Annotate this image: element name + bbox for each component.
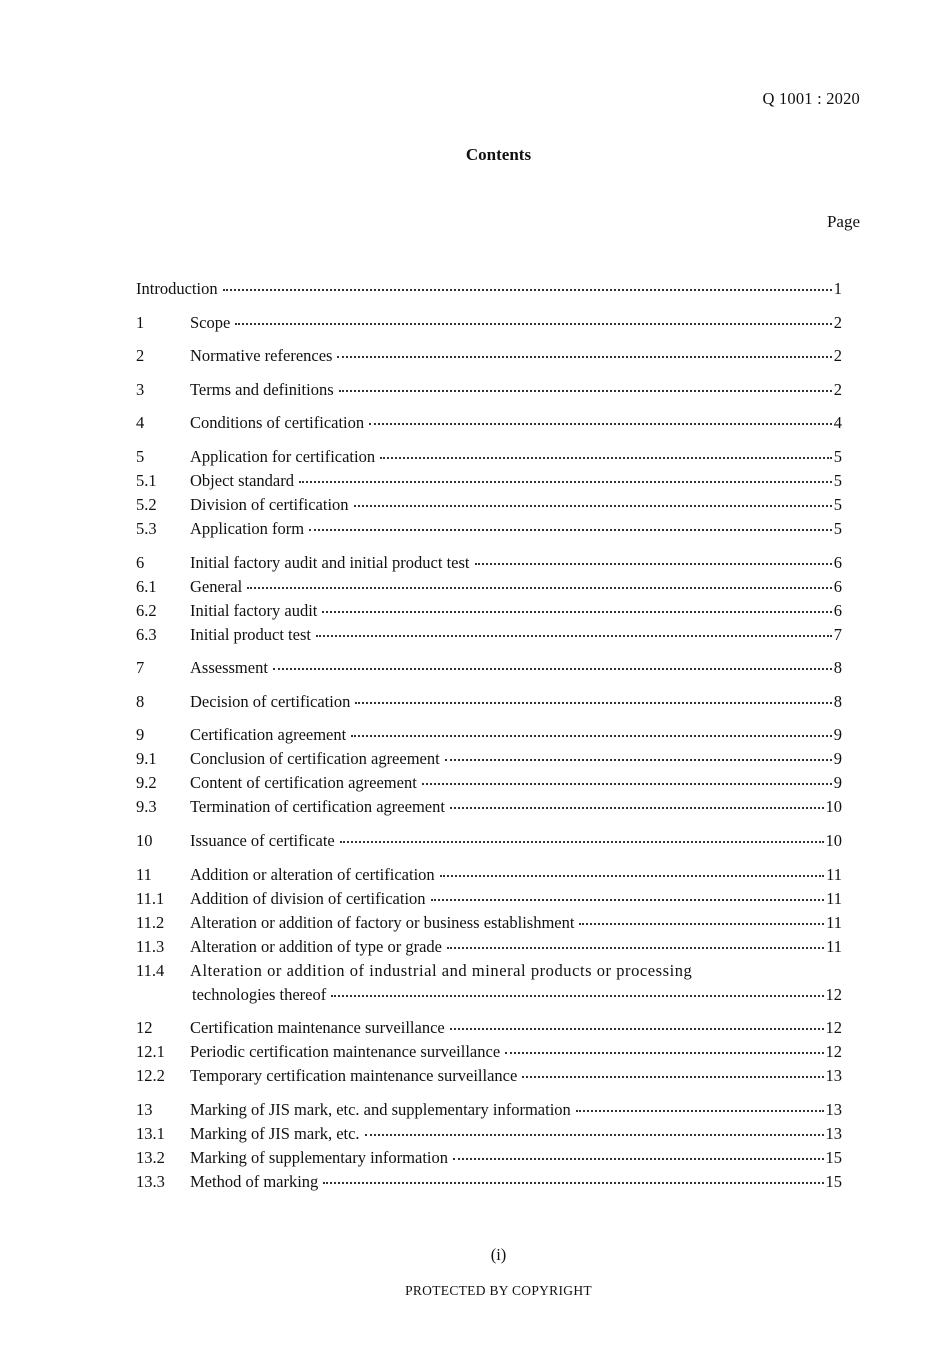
toc-entry[interactable]: [136, 445, 842, 469]
toc-number: 3: [136, 379, 145, 399]
toc-number: 5.1: [136, 470, 157, 490]
toc-page: 12: [825, 1042, 842, 1062]
toc-label: Marking of JIS mark, etc.: [190, 1123, 360, 1143]
toc-entry[interactable]: [136, 378, 842, 402]
toc-label: Periodic certification maintenance surveillance: [190, 1042, 501, 1062]
toc-label: Alteration or addition of industrial and mineral products or processing: [190, 960, 693, 980]
dot-leader: [522, 1076, 823, 1078]
dot-leader: [323, 1182, 823, 1184]
toc-label: Alteration or addition of type or grade: [190, 936, 443, 956]
toc-page: 4: [833, 413, 842, 433]
toc-label: Certification maintenance surveillance: [190, 1018, 445, 1038]
toc-label: Method of marking: [190, 1171, 319, 1191]
dot-leader: [339, 390, 832, 392]
toc-number: 7: [136, 658, 145, 678]
dot-leader: [576, 1110, 824, 1112]
dot-leader: [340, 841, 824, 843]
toc-page: 5: [833, 446, 842, 466]
toc-label: Object standard: [190, 470, 295, 490]
toc-entry[interactable]: [136, 959, 842, 1007]
toc-number: 6: [136, 552, 145, 572]
document-id: Q 1001 : 2020: [762, 89, 860, 108]
toc-label: Temporary certification maintenance surveillance: [190, 1066, 518, 1086]
copyright-notice: PROTECTED BY COPYRIGHT: [405, 1283, 592, 1298]
toc-number: 5.3: [136, 518, 157, 538]
toc-number: 11.2: [136, 912, 165, 932]
toc-page: 15: [825, 1171, 842, 1191]
dot-leader: [337, 356, 831, 358]
toc-number: 9.2: [136, 773, 157, 793]
toc-label: Division of certification: [190, 494, 349, 514]
page-title: Contents: [465, 145, 532, 164]
dot-leader: [453, 1158, 824, 1160]
toc-number: 13.3: [136, 1171, 165, 1191]
toc-entry[interactable]: [136, 411, 842, 435]
toc-page: 15: [825, 1147, 842, 1167]
toc-entry[interactable]: [136, 723, 842, 747]
dot-leader: [475, 563, 832, 565]
toc-label: Scope: [190, 312, 231, 332]
toc-number: 12: [136, 1018, 153, 1038]
toc-number: 9.3: [136, 797, 157, 817]
dot-leader: [354, 505, 832, 507]
toc-number: 8: [136, 691, 145, 711]
toc-label: Termination of certification agreement: [190, 797, 445, 817]
toc-number: 11.1: [136, 888, 165, 908]
dot-leader: [273, 668, 832, 670]
toc-label: General: [190, 576, 243, 596]
toc-page: 11: [826, 888, 842, 908]
toc-label: Initial product test: [190, 624, 311, 644]
dot-leader: [450, 1028, 824, 1030]
toc-number: 11.4: [136, 960, 165, 980]
toc-number: 9: [136, 725, 145, 745]
toc-page: 6: [833, 576, 842, 596]
toc-number: 10: [136, 830, 153, 850]
toc-number: 4: [136, 413, 145, 433]
toc-page: 8: [833, 691, 842, 711]
toc-entry[interactable]: [136, 911, 842, 935]
toc-page: 2: [833, 346, 842, 366]
toc-entry[interactable]: [136, 575, 842, 599]
table-of-contents: [136, 277, 842, 1194]
page-number: (i): [490, 1245, 507, 1264]
toc-entry[interactable]: [136, 935, 842, 959]
dot-leader: [355, 702, 831, 704]
toc-entry[interactable]: [136, 656, 842, 680]
toc-label: Introduction: [136, 279, 218, 298]
dot-leader: [322, 611, 831, 613]
toc-page: 12: [825, 984, 842, 1004]
toc-number: 13: [136, 1099, 153, 1119]
toc-page: 11: [826, 912, 842, 932]
toc-page: 12: [825, 1018, 842, 1038]
toc-entry[interactable]: [136, 863, 842, 887]
dot-leader: [447, 947, 824, 949]
toc-entry[interactable]: [136, 277, 842, 301]
toc-label: Issuance of certificate: [190, 830, 335, 850]
toc-entry[interactable]: [136, 1146, 842, 1170]
toc-entry[interactable]: [136, 1170, 842, 1194]
toc-page: 2: [833, 379, 842, 399]
dot-leader: [235, 323, 831, 325]
toc-page: 6: [833, 552, 842, 572]
dot-leader: [351, 735, 832, 737]
toc-label: Application form: [190, 518, 305, 538]
toc-number: 12.2: [136, 1066, 165, 1086]
toc-entry[interactable]: [136, 469, 842, 493]
dot-leader: [422, 783, 832, 785]
toc-label: Assessment: [190, 658, 268, 678]
dot-leader: [445, 759, 832, 761]
toc-entry[interactable]: [136, 1122, 842, 1146]
toc-page: 5: [833, 494, 842, 514]
dot-leader: [579, 923, 824, 925]
toc-label: Certification agreement: [190, 725, 347, 745]
toc-label: Application for certification: [190, 446, 376, 466]
toc-entry[interactable]: [136, 344, 842, 368]
dot-leader: [223, 289, 832, 291]
toc-label: Initial factory audit: [190, 600, 318, 620]
toc-number: 6.1: [136, 576, 157, 596]
toc-page: 9: [833, 749, 842, 769]
toc-number: 2: [136, 346, 145, 366]
dot-leader: [369, 423, 832, 425]
toc-label: Terms and definitions: [190, 379, 334, 399]
dot-leader: [380, 457, 832, 459]
toc-label: Conclusion of certification agreement: [190, 749, 440, 769]
dot-leader: [331, 995, 823, 997]
toc-page: 11: [826, 936, 842, 956]
toc-number: 13.2: [136, 1147, 165, 1167]
toc-entry[interactable]: [136, 551, 842, 575]
dot-leader: [299, 481, 832, 483]
toc-page: 9: [833, 773, 842, 793]
toc-label: Marking of JIS mark, etc. and supplementary information: [190, 1099, 571, 1119]
toc-page: 10: [825, 797, 842, 817]
toc-entry[interactable]: [136, 1098, 842, 1122]
toc-label: Marking of supplementary information: [190, 1147, 448, 1167]
toc-entry[interactable]: [136, 747, 842, 771]
toc-number: 12.1: [136, 1042, 165, 1062]
toc-number: 6.3: [136, 624, 157, 644]
dot-leader: [440, 875, 824, 877]
toc-page: 5: [833, 470, 842, 490]
toc-label: Content of certification agreement: [190, 773, 417, 793]
toc-number: 11: [136, 864, 152, 884]
toc-entry[interactable]: [136, 690, 842, 714]
toc-entry[interactable]: [136, 887, 842, 911]
toc-number: 1: [136, 312, 145, 332]
toc-entry[interactable]: [136, 493, 842, 517]
dot-leader: [450, 807, 824, 809]
toc-label-continuation: technologies thereof: [192, 984, 327, 1004]
toc-label: Addition of division of certification: [190, 888, 426, 908]
toc-number: 11.3: [136, 936, 165, 956]
toc-label: Alteration or addition of factory or business establishment: [190, 912, 575, 932]
page-column-header: Page: [826, 212, 860, 231]
dot-leader: [316, 635, 832, 637]
toc-number: 5: [136, 446, 145, 466]
toc-entry[interactable]: [136, 311, 842, 335]
toc-page: 10: [825, 830, 842, 850]
toc-page: 11: [826, 864, 842, 884]
toc-label: Decision of certification: [190, 691, 351, 711]
toc-number: 5.2: [136, 494, 157, 514]
toc-label: Conditions of certification: [190, 413, 365, 433]
toc-label: Normative references: [190, 346, 333, 366]
dot-leader: [309, 529, 832, 531]
dot-leader: [365, 1134, 824, 1136]
dot-leader: [431, 899, 825, 901]
toc-entry[interactable]: [136, 829, 842, 853]
toc-page: 5: [833, 518, 842, 538]
toc-page: 13: [825, 1099, 842, 1119]
toc-entry[interactable]: [136, 599, 842, 623]
toc-page: 9: [833, 725, 842, 745]
toc-entry[interactable]: [136, 1016, 842, 1040]
toc-entry[interactable]: [136, 795, 842, 819]
toc-entry[interactable]: [136, 1040, 842, 1064]
toc-page: 7: [833, 624, 842, 644]
toc-page: 8: [833, 658, 842, 678]
toc-entry[interactable]: [136, 517, 842, 541]
toc-number: 9.1: [136, 749, 157, 769]
toc-page: 2: [833, 312, 842, 332]
toc-entry[interactable]: [136, 771, 842, 795]
toc-page: 13: [825, 1066, 842, 1086]
toc-number: 13.1: [136, 1123, 165, 1143]
toc-label: Initial factory audit and initial product test: [190, 552, 470, 572]
toc-page: 1: [833, 279, 842, 298]
toc-label: Addition or alteration of certification: [190, 864, 435, 884]
toc-page: 6: [833, 600, 842, 620]
toc-page: 13: [825, 1123, 842, 1143]
dot-leader: [247, 587, 832, 589]
toc-entry[interactable]: [136, 1064, 842, 1088]
toc-entry[interactable]: [136, 623, 842, 647]
toc-number: 6.2: [136, 600, 157, 620]
dot-leader: [505, 1052, 823, 1054]
